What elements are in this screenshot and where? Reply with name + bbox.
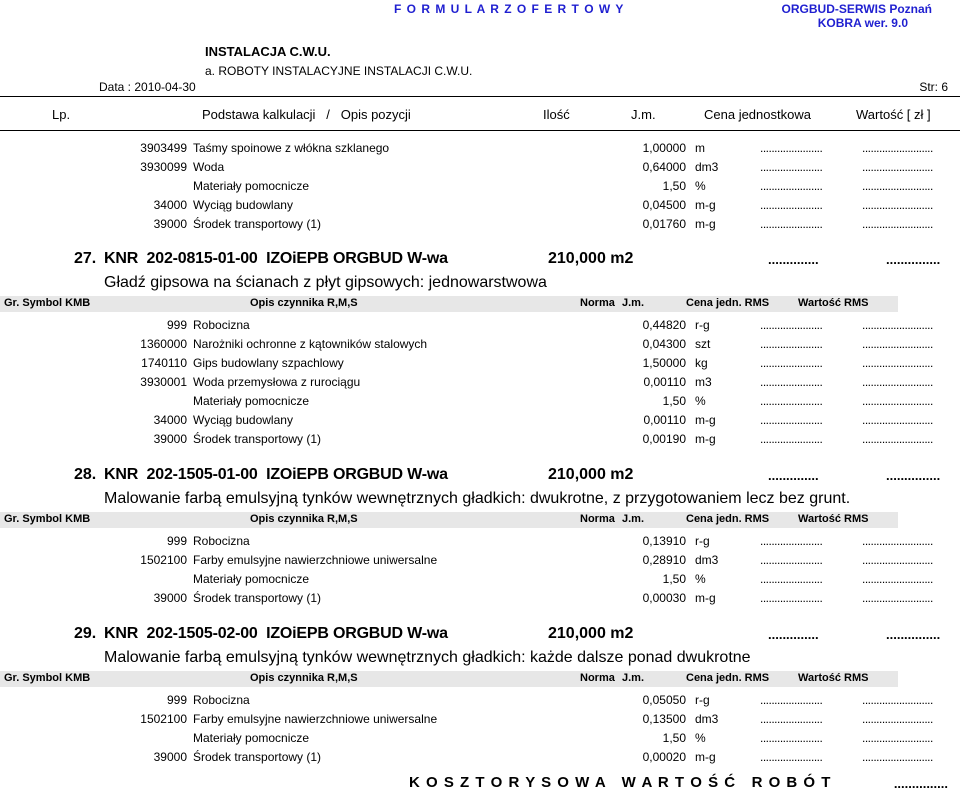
resource-unit: kg bbox=[695, 356, 708, 370]
subsection-title: a. ROBOTY INSTALACYJNE INSTALACJI C.W.U. bbox=[205, 64, 473, 78]
resource-code: 3930001 bbox=[140, 375, 187, 389]
resource-unit: m-g bbox=[695, 198, 716, 212]
resource-price: ...................... bbox=[760, 693, 823, 707]
resource-price: ...................... bbox=[760, 160, 823, 174]
total-label: K O S Z T O R Y S O W A W A R T O Ś Ć R O B Ó T bbox=[409, 774, 832, 791]
resource-unit: dm3 bbox=[695, 553, 719, 567]
resource-row bbox=[0, 141, 960, 160]
resource-norm: 1,50 bbox=[662, 179, 686, 193]
resource-norm: 0,00030 bbox=[642, 591, 686, 605]
resource-name: Środek transportowy (1) bbox=[193, 217, 322, 231]
resource-name: Środek transportowy (1) bbox=[193, 591, 322, 605]
resource-row bbox=[0, 432, 960, 451]
program-version: KOBRA wer. 9.0 bbox=[817, 16, 908, 30]
resource-row bbox=[0, 591, 960, 610]
subcol-opis: Opis czynnika R,M,S bbox=[250, 513, 358, 525]
resource-unit: m-g bbox=[695, 750, 716, 764]
resource-value: ......................... bbox=[862, 337, 933, 351]
resource-price: ...................... bbox=[760, 141, 823, 155]
resource-row bbox=[0, 318, 960, 337]
subcol-gr: Gr. Symbol KMB bbox=[4, 513, 91, 525]
page-number: Str: 6 bbox=[919, 80, 948, 94]
subcol-wartosc: Wartość RMS bbox=[798, 513, 869, 525]
position-value: ............... bbox=[886, 252, 941, 267]
resource-price: ...................... bbox=[760, 712, 823, 726]
resource-value: ......................... bbox=[862, 712, 933, 726]
position-basis: KNR 202-1505-02-00 IZOiEPB ORGBUD W-wa bbox=[104, 625, 448, 642]
position-price: .............. bbox=[768, 468, 819, 483]
resource-unit: % bbox=[695, 572, 706, 586]
resource-code: 999 bbox=[166, 318, 187, 332]
resource-name: Wyciąg budowlany bbox=[193, 198, 293, 212]
resource-row bbox=[0, 413, 960, 432]
resource-row bbox=[0, 217, 960, 236]
resource-norm: 1,50000 bbox=[642, 356, 686, 370]
resource-price: ...................... bbox=[760, 375, 823, 389]
position-description: Malowanie farbą emulsyjną tynków wewnętrznych gładkich: każde dalsze ponad dwukrotne bbox=[104, 649, 751, 666]
resource-name: Wyciąg budowlany bbox=[193, 413, 293, 427]
resource-norm: 0,00190 bbox=[642, 432, 686, 446]
resource-name: Środek transportowy (1) bbox=[193, 432, 322, 446]
position-quantity: 210,000 m2 bbox=[548, 250, 634, 267]
resource-unit: m-g bbox=[695, 432, 716, 446]
resource-value: ......................... bbox=[862, 731, 933, 745]
resource-unit: m bbox=[695, 141, 705, 155]
resource-name: Materiały pomocnicze bbox=[193, 572, 310, 586]
resource-value: ......................... bbox=[862, 217, 933, 231]
position-description: Malowanie farbą emulsyjną tynków wewnętrznych gładkich: dwukrotne, z przygotowaniem lecz bez grunt. bbox=[104, 490, 851, 507]
resource-value: ......................... bbox=[862, 413, 933, 427]
resource-code: 1502100 bbox=[140, 712, 187, 726]
subcol-wartosc: Wartość RMS bbox=[798, 672, 869, 684]
position-number: 27. bbox=[74, 250, 97, 267]
resource-unit: m3 bbox=[695, 375, 712, 389]
resource-code: 3903499 bbox=[140, 141, 187, 155]
resource-row bbox=[0, 712, 960, 731]
resource-unit: m-g bbox=[695, 217, 716, 231]
position-quantity: 210,000 m2 bbox=[548, 466, 634, 483]
resource-norm: 0,28910 bbox=[642, 553, 686, 567]
resource-value: ......................... bbox=[862, 432, 933, 446]
resource-value: ......................... bbox=[862, 394, 933, 408]
resource-name: Materiały pomocnicze bbox=[193, 731, 310, 745]
resource-code: 3930099 bbox=[140, 160, 187, 174]
resource-price: ...................... bbox=[760, 394, 823, 408]
resource-code: 39000 bbox=[153, 217, 187, 231]
resource-norm: 0,01760 bbox=[642, 217, 686, 231]
subcol-opis: Opis czynnika R,M,S bbox=[250, 297, 358, 309]
col-lp: Lp. bbox=[52, 107, 71, 122]
position-quantity: 210,000 m2 bbox=[548, 625, 634, 642]
position-basis: KNR 202-1505-01-00 IZOiEPB ORGBUD W-wa bbox=[104, 466, 448, 483]
position-description: Gładź gipsowa na ścianach z płyt gipsowych: jednowarstwowa bbox=[104, 274, 547, 291]
resource-norm: 0,04500 bbox=[642, 198, 686, 212]
resource-value: ......................... bbox=[862, 356, 933, 370]
resource-name: Taśmy spoinowe z włókna szklanego bbox=[193, 141, 390, 155]
position-price: .............. bbox=[768, 627, 819, 642]
resource-name: Farby emulsyjne nawierzchniowe uniwersalne bbox=[193, 712, 438, 726]
resource-code: 34000 bbox=[153, 198, 187, 212]
resource-row bbox=[0, 572, 960, 591]
resource-norm: 0,00110 bbox=[643, 413, 686, 427]
position-price: .............. bbox=[768, 252, 819, 267]
resource-row bbox=[0, 693, 960, 712]
resource-name: Materiały pomocnicze bbox=[193, 394, 310, 408]
col-podstawa: Podstawa kalkulacji / Opis pozycji bbox=[202, 107, 411, 122]
subcol-jm: J.m. bbox=[622, 672, 645, 684]
subcol-cena: Cena jedn. RMS bbox=[686, 297, 770, 309]
resource-code: 999 bbox=[166, 693, 187, 707]
resource-price: ...................... bbox=[760, 217, 823, 231]
total-value: ............... bbox=[893, 776, 948, 791]
resource-unit: % bbox=[695, 394, 706, 408]
position-basis: KNR 202-0815-01-00 IZOiEPB ORGBUD W-wa bbox=[104, 250, 448, 267]
resource-norm: 0,44820 bbox=[642, 318, 686, 332]
resource-norm: 1,50 bbox=[662, 394, 686, 408]
resource-unit: r-g bbox=[695, 534, 710, 548]
resource-unit: dm3 bbox=[695, 712, 719, 726]
subcol-cena: Cena jedn. RMS bbox=[686, 513, 770, 525]
subcol-jm: J.m. bbox=[622, 513, 645, 525]
resource-value: ......................... bbox=[862, 179, 933, 193]
header-bottom-rule bbox=[0, 130, 960, 131]
resource-code: 39000 bbox=[153, 750, 187, 764]
section-title: INSTALACJA C.W.U. bbox=[205, 44, 331, 59]
header-top-rule bbox=[0, 96, 960, 97]
resource-row bbox=[0, 160, 960, 179]
resource-unit: % bbox=[695, 179, 706, 193]
resource-unit: m-g bbox=[695, 591, 716, 605]
resource-norm: 1,00000 bbox=[642, 141, 686, 155]
resource-name: Robocizna bbox=[193, 693, 250, 707]
subcol-cena: Cena jedn. RMS bbox=[686, 672, 770, 684]
resource-row bbox=[0, 337, 960, 356]
subcol-norma: Norma bbox=[580, 672, 615, 684]
resource-value: ......................... bbox=[862, 591, 933, 605]
resource-code: 34000 bbox=[153, 413, 187, 427]
position-value: ............... bbox=[886, 468, 941, 483]
resource-price: ...................... bbox=[760, 179, 823, 193]
resource-name: Farby emulsyjne nawierzchniowe uniwersalne bbox=[193, 553, 438, 567]
resource-price: ...................... bbox=[760, 413, 823, 427]
resource-unit: dm3 bbox=[695, 160, 719, 174]
resource-norm: 0,00110 bbox=[643, 375, 686, 389]
resource-price: ...................... bbox=[760, 572, 823, 586]
resource-code: 999 bbox=[166, 534, 187, 548]
resource-norm: 0,04300 bbox=[642, 337, 686, 351]
col-cena: Cena jednostkowa bbox=[704, 107, 811, 122]
resource-name: Woda bbox=[193, 160, 225, 174]
subcol-opis: Opis czynnika R,M,S bbox=[250, 672, 358, 684]
resource-code: 1502100 bbox=[140, 553, 187, 567]
resource-row bbox=[0, 179, 960, 198]
subcol-gr: Gr. Symbol KMB bbox=[4, 672, 91, 684]
resource-norm: 0,64000 bbox=[642, 160, 686, 174]
resource-name: Robocizna bbox=[193, 534, 250, 548]
resource-value: ......................... bbox=[862, 375, 933, 389]
resource-price: ...................... bbox=[760, 750, 823, 764]
resource-value: ......................... bbox=[862, 141, 933, 155]
resource-unit: szt bbox=[695, 337, 711, 351]
subcol-norma: Norma bbox=[580, 297, 615, 309]
resource-name: Materiały pomocnicze bbox=[193, 179, 310, 193]
resource-unit: r-g bbox=[695, 693, 710, 707]
resource-value: ......................... bbox=[862, 160, 933, 174]
position-number: 29. bbox=[74, 625, 97, 642]
resource-unit: m-g bbox=[695, 413, 716, 427]
resource-row bbox=[0, 394, 960, 413]
resource-unit: r-g bbox=[695, 318, 710, 332]
resource-price: ...................... bbox=[760, 337, 823, 351]
resource-value: ......................... bbox=[862, 553, 933, 567]
resource-value: ......................... bbox=[862, 693, 933, 707]
resource-name: Robocizna bbox=[193, 318, 250, 332]
subcol-norma: Norma bbox=[580, 513, 615, 525]
resource-name: Gips budowlany szpachlowy bbox=[193, 356, 344, 370]
resource-code: 39000 bbox=[153, 591, 187, 605]
resource-row bbox=[0, 375, 960, 394]
resource-norm: 0,00020 bbox=[642, 750, 686, 764]
col-wartosc: Wartość [ zł ] bbox=[856, 107, 931, 122]
resource-row bbox=[0, 731, 960, 750]
resource-code: 1360000 bbox=[140, 337, 187, 351]
resource-unit: % bbox=[695, 731, 706, 745]
resource-code: 1740110 bbox=[141, 356, 187, 370]
resource-code: 39000 bbox=[153, 432, 187, 446]
document-date: Data : 2010-04-30 bbox=[99, 80, 196, 94]
resource-norm: 1,50 bbox=[662, 731, 686, 745]
resource-price: ...................... bbox=[760, 432, 823, 446]
company-name: ORGBUD-SERWIS Poznań bbox=[781, 2, 932, 16]
resource-name: Woda przemysłowa z rurociągu bbox=[193, 375, 361, 389]
resource-price: ...................... bbox=[760, 591, 823, 605]
resource-price: ...................... bbox=[760, 198, 823, 212]
col-jm: J.m. bbox=[631, 107, 656, 122]
resource-norm: 0,13910 bbox=[642, 534, 686, 548]
resource-row bbox=[0, 534, 960, 553]
resource-name: Środek transportowy (1) bbox=[193, 750, 322, 764]
subcol-gr: Gr. Symbol KMB bbox=[4, 297, 91, 309]
position-value: ............... bbox=[886, 627, 941, 642]
resource-value: ......................... bbox=[862, 750, 933, 764]
resource-value: ......................... bbox=[862, 198, 933, 212]
resource-norm: 0,13500 bbox=[642, 712, 686, 726]
resource-norm: 1,50 bbox=[662, 572, 686, 586]
resource-value: ......................... bbox=[862, 572, 933, 586]
resource-value: ......................... bbox=[862, 534, 933, 548]
form-title: F O R M U L A R Z O F E R T O W Y bbox=[394, 2, 625, 16]
resource-price: ...................... bbox=[760, 534, 823, 548]
resource-name: Narożniki ochronne z kątowników stalowych bbox=[193, 337, 428, 351]
subcol-wartosc: Wartość RMS bbox=[798, 297, 869, 309]
resource-norm: 0,05050 bbox=[642, 693, 686, 707]
resource-value: ......................... bbox=[862, 318, 933, 332]
col-ilosc: Ilość bbox=[543, 107, 570, 122]
resource-price: ...................... bbox=[760, 356, 823, 370]
position-number: 28. bbox=[74, 466, 97, 483]
resource-row bbox=[0, 198, 960, 217]
resource-row bbox=[0, 356, 960, 375]
subcol-jm: J.m. bbox=[622, 297, 645, 309]
resource-row bbox=[0, 750, 960, 769]
resource-price: ...................... bbox=[760, 553, 823, 567]
resource-price: ...................... bbox=[760, 731, 823, 745]
resource-row bbox=[0, 553, 960, 572]
resource-price: ...................... bbox=[760, 318, 823, 332]
